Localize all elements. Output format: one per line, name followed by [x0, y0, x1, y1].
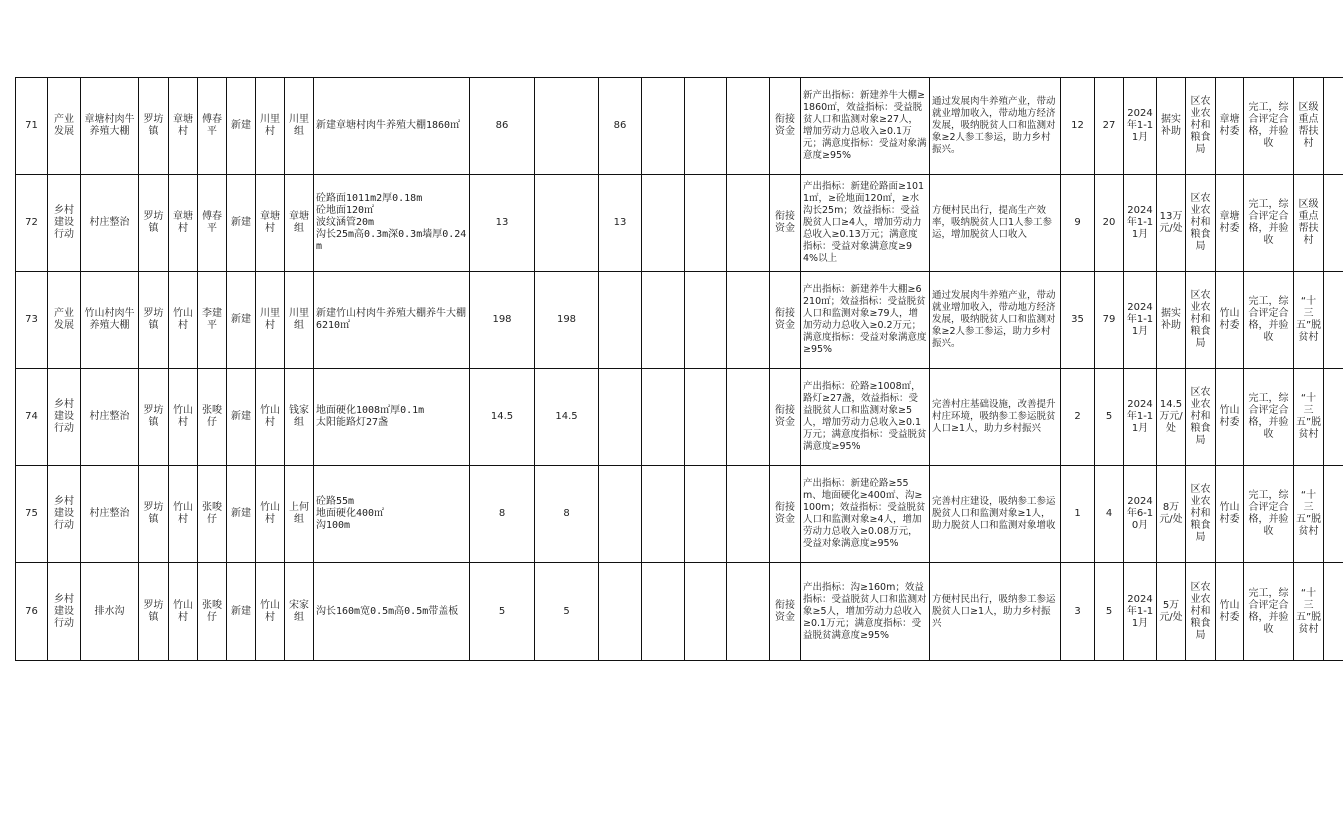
- project-owner: 竹山村委: [1216, 272, 1244, 369]
- fund-source: 衔接资金: [770, 369, 801, 466]
- table-row: [16, 78, 1343, 175]
- total-investment: 198: [470, 272, 535, 369]
- construction-content: 新建竹山村肉牛养殖大棚养牛大棚6210㎡: [314, 272, 470, 369]
- construction-content: 砼路55m 地面硬化400㎡ 沟100m: [314, 466, 470, 563]
- fund-source: 衔接资金: [770, 272, 801, 369]
- implementation-period: 2024年6-10月: [1124, 466, 1157, 563]
- responsible-person: 张唆仔: [198, 563, 227, 661]
- fund-column-d: [685, 272, 727, 369]
- blank-cell: [727, 175, 770, 272]
- location-group: 川里组: [285, 272, 314, 369]
- benefit-mechanism: 完善村庄基础设施，改善提升村庄环境，吸纳参工参运脱贫人口≥1人，助力乡村振兴: [930, 369, 1061, 466]
- project-name: 村庄整治: [81, 175, 139, 272]
- remark-cell: “十三五”脱贫村: [1294, 272, 1324, 369]
- location-group: 宋家组: [285, 563, 314, 661]
- town-cell: 罗坊镇: [139, 466, 169, 563]
- fund-column-d: [685, 175, 727, 272]
- performance-target: 产出指标：新建养牛大棚≥6210㎡；效益指标：受益脱贫人口和监测对象≥79人，增加劳动力总收入≥0.2万元；满意度指标：受益对象满意度≥95%: [801, 272, 930, 369]
- subsidy-standard: 8万元/处: [1157, 466, 1186, 563]
- project-table: [15, 77, 1343, 661]
- implementation-period: 2024年1-11月: [1124, 563, 1157, 661]
- acceptance-status: 完工，综合评定合格，并验收: [1244, 563, 1294, 661]
- construction-content: 沟长160m宽0.5m高0.5m带盖板: [314, 563, 470, 661]
- blank-cell: [1324, 272, 1343, 369]
- blank-cell: [727, 466, 770, 563]
- category-cell: 乡村建设行动: [48, 175, 81, 272]
- responsible-person: 傅春平: [198, 78, 227, 175]
- benefit-mechanism: 通过发展肉牛养殖产业，带动就业增加收入，带动地方经济发展，吸纳脱贫人口和监测对象≥2人参工参运，助力乡村振兴。: [930, 78, 1061, 175]
- acceptance-status: 完工，综合评定合格，并验收: [1244, 466, 1294, 563]
- project-name: 村庄整治: [81, 466, 139, 563]
- fund-column-c: [642, 78, 685, 175]
- blank-cell: [727, 78, 770, 175]
- fund-source: 衔接资金: [770, 563, 801, 661]
- build-type: 新建: [227, 272, 256, 369]
- responsible-person: 傅春平: [198, 175, 227, 272]
- location-group: 章塘组: [285, 175, 314, 272]
- project-owner: 竹山村委: [1216, 369, 1244, 466]
- subsidy-standard: 据实补助: [1157, 78, 1186, 175]
- blank-cell: [1324, 563, 1343, 661]
- project-name: 竹山村肉牛养殖大棚: [81, 272, 139, 369]
- row-number: 73: [16, 272, 48, 369]
- table-row: [16, 466, 1343, 563]
- project-owner: 章塘村委: [1216, 78, 1244, 175]
- beneficiary-count-a: 3: [1061, 563, 1095, 661]
- fund-source: 衔接资金: [770, 466, 801, 563]
- location-group: 上何组: [285, 466, 314, 563]
- responsible-person: 张唆仔: [198, 369, 227, 466]
- fund-source: 衔接资金: [770, 175, 801, 272]
- project-owner: 章塘村委: [1216, 175, 1244, 272]
- location-village: 竹山村: [256, 369, 285, 466]
- category-cell: 产业发展: [48, 272, 81, 369]
- fund-source: 衔接资金: [770, 78, 801, 175]
- implementation-period: 2024年1-11月: [1124, 175, 1157, 272]
- acceptance-status: 完工，综合评定合格，并验收: [1244, 175, 1294, 272]
- benefit-mechanism: 通过发展肉牛养殖产业，带动就业增加收入，带动地方经济发展，吸纳脱贫人口和监测对象≥2人参工参运，助力乡村振兴。: [930, 272, 1061, 369]
- fund-column-d: [685, 563, 727, 661]
- table-row: [16, 272, 1343, 369]
- fund-column-a: [535, 175, 599, 272]
- build-type: 新建: [227, 563, 256, 661]
- performance-target: 新产出指标：新建养牛大棚≥1860㎡，效益指标：受益脱贫人口和监测对象≥27人，增加劳动力总收入≥0.1万元；满意度指标：受益对象满意度≥95%: [801, 78, 930, 175]
- location-village: 竹山村: [256, 466, 285, 563]
- total-investment: 8: [470, 466, 535, 563]
- implementation-period: 2024年1-11月: [1124, 272, 1157, 369]
- fund-column-b: 86: [599, 78, 642, 175]
- fund-column-a: 14.5: [535, 369, 599, 466]
- build-type: 新建: [227, 466, 256, 563]
- remark-cell: 区级重点帮扶村: [1294, 78, 1324, 175]
- responsible-department: 区农业农村和粮食局: [1186, 175, 1216, 272]
- subsidy-standard: 5万元/处: [1157, 563, 1186, 661]
- row-number: 75: [16, 466, 48, 563]
- construction-content: 砼路面1011m2厚0.18m 砼地面120㎡ 波纹涵管20m 沟长25m高0.3m深0.3m墙厚0.24m: [314, 175, 470, 272]
- town-cell: 罗坊镇: [139, 175, 169, 272]
- implementation-period: 2024年1-11月: [1124, 369, 1157, 466]
- category-cell: 产业发展: [48, 78, 81, 175]
- responsible-department: 区农业农村和粮食局: [1186, 78, 1216, 175]
- location-group: 钱家组: [285, 369, 314, 466]
- location-village: 章塘村: [256, 175, 285, 272]
- performance-target: 产出指标：砼路≥1008㎡，路灯≥27盏，效益指标：受益脱贫人口和监测对象≥5人，增加劳动力总收入≥0.1万元；满意度指标：受益脱贫满意度≥95%: [801, 369, 930, 466]
- fund-column-c: [642, 369, 685, 466]
- blank-cell: [727, 272, 770, 369]
- project-owner: 竹山村委: [1216, 563, 1244, 661]
- performance-target: 产出指标：新建砼路≥55m、地面硬化≥400㎡、沟≥100m；效益指标：受益脱贫人口和监测对象≥4人，增加劳动力总收入≥0.08万元，受益对象满意度≥95%: [801, 466, 930, 563]
- fund-column-a: 5: [535, 563, 599, 661]
- beneficiary-count-b: 5: [1095, 563, 1124, 661]
- blank-cell: [1324, 369, 1343, 466]
- responsible-department: 区农业农村和粮食局: [1186, 563, 1216, 661]
- blank-cell: [1324, 466, 1343, 563]
- benefit-mechanism: 方便村民出行，吸纳参工参运脱贫人口≥1人，助力乡村振兴: [930, 563, 1061, 661]
- blank-cell: [1324, 78, 1343, 175]
- responsible-person: 张唆仔: [198, 466, 227, 563]
- performance-target: 产出指标：新建砼路面≥1011㎡，≥砼地面120㎡，≥水沟长25m；效益指标：受益脱贫人口≥4人，增加劳动力总收入≥0.13万元；满意度指标：受益对象满意度≥94%以上: [801, 175, 930, 272]
- remark-cell: “十三五”脱贫村: [1294, 563, 1324, 661]
- remark-cell: 区级重点帮扶村: [1294, 175, 1324, 272]
- project-owner: 竹山村委: [1216, 466, 1244, 563]
- remark-cell: “十三五”脱贫村: [1294, 369, 1324, 466]
- beneficiary-count-b: 27: [1095, 78, 1124, 175]
- table-row: [16, 563, 1343, 661]
- benefit-mechanism: 方便村民出行，提高生产效率，吸纳脱贫人口1人参工参运，增加脱贫人口收入: [930, 175, 1061, 272]
- fund-column-d: [685, 466, 727, 563]
- beneficiary-count-b: 5: [1095, 369, 1124, 466]
- build-type: 新建: [227, 78, 256, 175]
- row-number: 74: [16, 369, 48, 466]
- blank-cell: [727, 563, 770, 661]
- build-type: 新建: [227, 175, 256, 272]
- town-cell: 罗坊镇: [139, 78, 169, 175]
- blank-cell: [1324, 175, 1343, 272]
- village-cell: 章塘村: [169, 175, 198, 272]
- acceptance-status: 完工，综合评定合格，并验收: [1244, 369, 1294, 466]
- fund-column-b: [599, 563, 642, 661]
- row-number: 76: [16, 563, 48, 661]
- town-cell: 罗坊镇: [139, 369, 169, 466]
- benefit-mechanism: 完善村庄建设，吸纳参工参运脱贫人口和监测对象≥1人，助力脱贫人口和监测对象增收: [930, 466, 1061, 563]
- project-name: 排水沟: [81, 563, 139, 661]
- fund-column-a: 198: [535, 272, 599, 369]
- fund-column-b: [599, 272, 642, 369]
- location-village: 川里村: [256, 272, 285, 369]
- total-investment: 5: [470, 563, 535, 661]
- fund-column-b: 13: [599, 175, 642, 272]
- fund-column-d: [685, 369, 727, 466]
- total-investment: 86: [470, 78, 535, 175]
- responsible-department: 区农业农村和粮食局: [1186, 369, 1216, 466]
- location-village: 川里村: [256, 78, 285, 175]
- beneficiary-count-b: 79: [1095, 272, 1124, 369]
- fund-column-c: [642, 563, 685, 661]
- table-row: [16, 369, 1343, 466]
- village-cell: 竹山村: [169, 369, 198, 466]
- row-number: 71: [16, 78, 48, 175]
- fund-column-a: [535, 78, 599, 175]
- total-investment: 13: [470, 175, 535, 272]
- village-cell: 章塘村: [169, 78, 198, 175]
- fund-column-c: [642, 175, 685, 272]
- subsidy-standard: 14.5万元/处: [1157, 369, 1186, 466]
- subsidy-standard: 13万元/处: [1157, 175, 1186, 272]
- beneficiary-count-a: 1: [1061, 466, 1095, 563]
- village-cell: 竹山村: [169, 466, 198, 563]
- beneficiary-count-a: 35: [1061, 272, 1095, 369]
- responsible-department: 区农业农村和粮食局: [1186, 272, 1216, 369]
- category-cell: 乡村建设行动: [48, 466, 81, 563]
- blank-cell: [727, 369, 770, 466]
- village-cell: 竹山村: [169, 272, 198, 369]
- village-cell: 竹山村: [169, 563, 198, 661]
- beneficiary-count-b: 20: [1095, 175, 1124, 272]
- project-name: 章塘村肉牛养殖大棚: [81, 78, 139, 175]
- project-name: 村庄整治: [81, 369, 139, 466]
- beneficiary-count-a: 2: [1061, 369, 1095, 466]
- construction-content: 新建章塘村肉牛养殖大棚1860㎡: [314, 78, 470, 175]
- acceptance-status: 完工，综合评定合格，并验收: [1244, 272, 1294, 369]
- fund-column-a: 8: [535, 466, 599, 563]
- subsidy-standard: 据实补助: [1157, 272, 1186, 369]
- fund-column-b: [599, 466, 642, 563]
- row-number: 72: [16, 175, 48, 272]
- total-investment: 14.5: [470, 369, 535, 466]
- responsible-person: 李建平: [198, 272, 227, 369]
- fund-column-c: [642, 466, 685, 563]
- category-cell: 乡村建设行动: [48, 563, 81, 661]
- fund-column-c: [642, 272, 685, 369]
- table-row: [16, 175, 1343, 272]
- beneficiary-count-a: 9: [1061, 175, 1095, 272]
- fund-column-d: [685, 78, 727, 175]
- construction-content: 地面硬化1008㎡厚0.1m 太阳能路灯27盏: [314, 369, 470, 466]
- beneficiary-count-a: 12: [1061, 78, 1095, 175]
- build-type: 新建: [227, 369, 256, 466]
- responsible-department: 区农业农村和粮食局: [1186, 466, 1216, 563]
- table-body: [16, 78, 1343, 661]
- location-village: 竹山村: [256, 563, 285, 661]
- town-cell: 罗坊镇: [139, 563, 169, 661]
- category-cell: 乡村建设行动: [48, 369, 81, 466]
- acceptance-status: 完工，综合评定合格，并验收: [1244, 78, 1294, 175]
- location-group: 川里组: [285, 78, 314, 175]
- fund-column-b: [599, 369, 642, 466]
- town-cell: 罗坊镇: [139, 272, 169, 369]
- implementation-period: 2024年1-11月: [1124, 78, 1157, 175]
- performance-target: 产出指标：沟≥160m；效益指标：受益脱贫人口和监测对象≥5人，增加劳动力总收入≥0.1万元；满意度指标：受益脱贫满意度≥95%: [801, 563, 930, 661]
- remark-cell: “十三五”脱贫村: [1294, 466, 1324, 563]
- beneficiary-count-b: 4: [1095, 466, 1124, 563]
